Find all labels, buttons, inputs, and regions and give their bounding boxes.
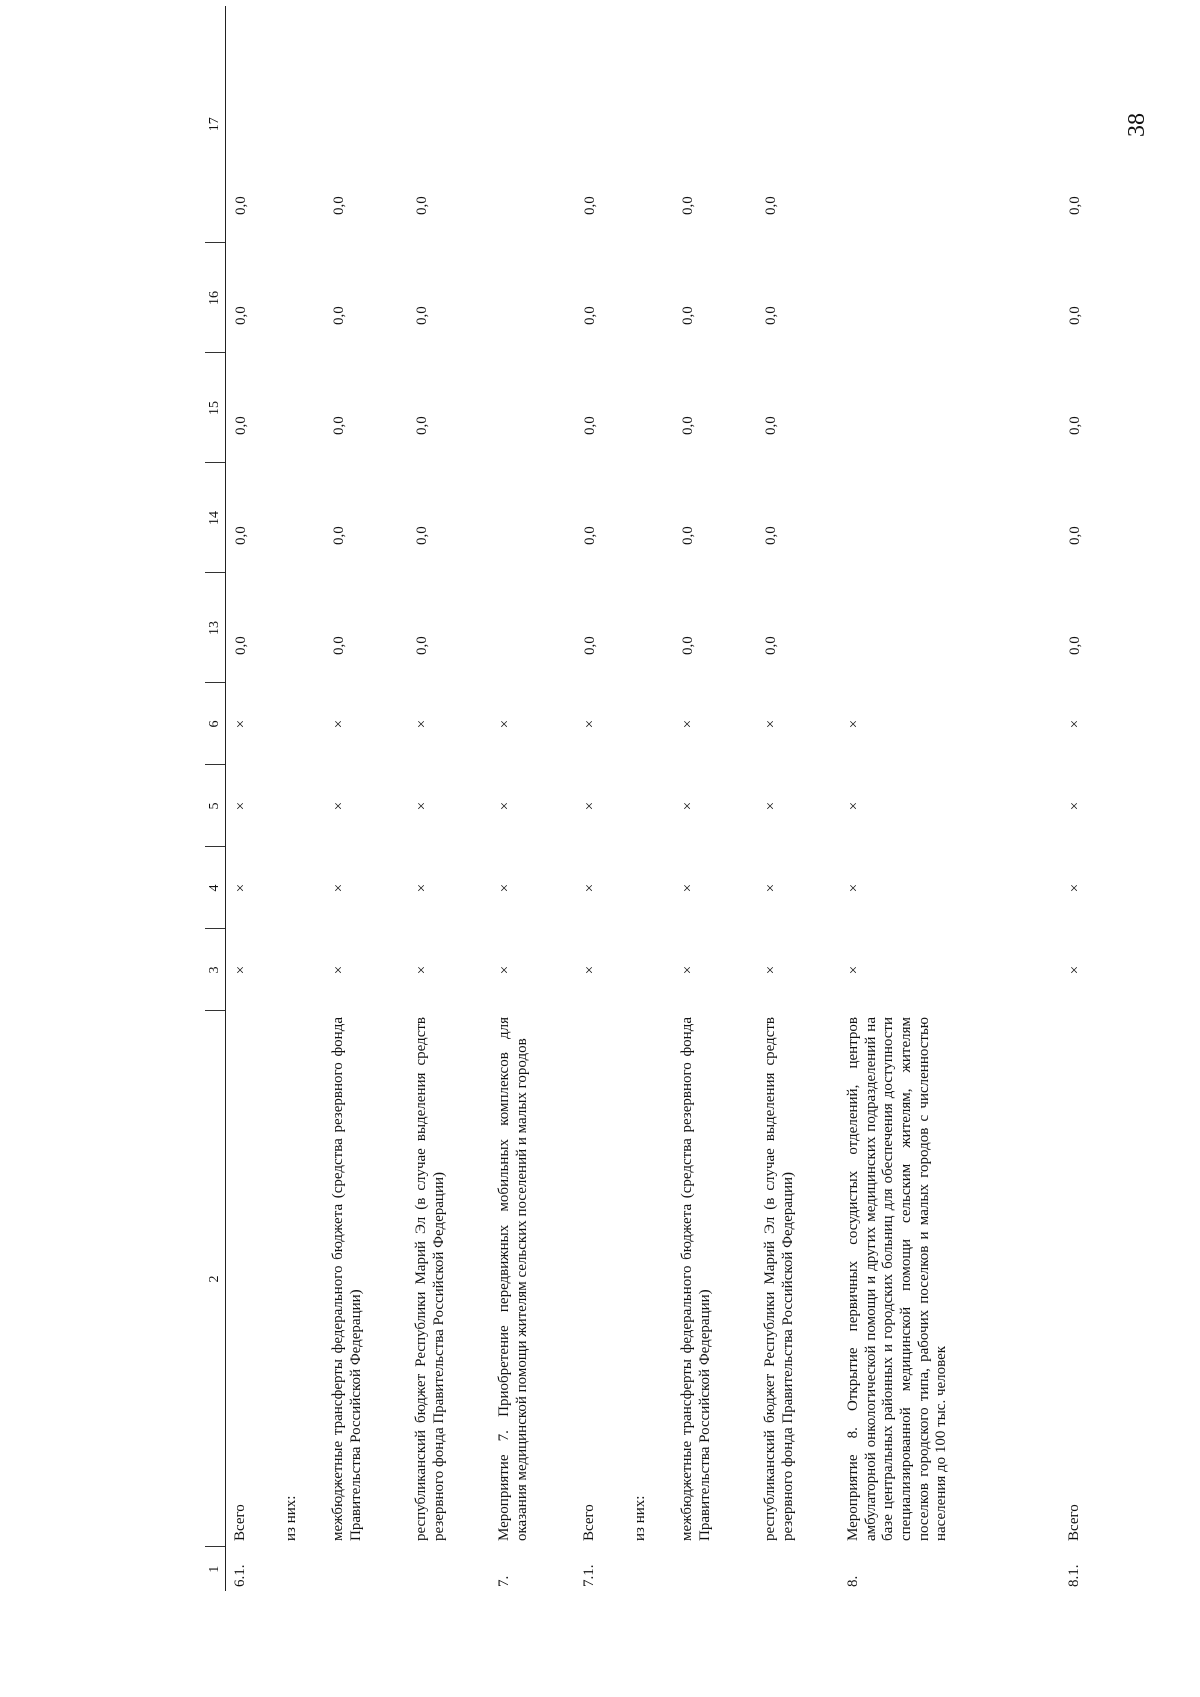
table-row xyxy=(756,6,839,1591)
header-cell: 15 xyxy=(205,353,226,463)
value-cell: 0,0 xyxy=(582,526,598,545)
table-header xyxy=(205,6,226,1591)
mark-cell: × xyxy=(1067,883,1083,893)
value-cell: 0,0 xyxy=(414,306,430,325)
header-cell: 5 xyxy=(205,765,226,847)
mark-cell xyxy=(626,683,673,765)
row-number xyxy=(407,1547,490,1591)
mark-cell: × xyxy=(582,883,598,893)
mark-cell: × xyxy=(1067,719,1083,729)
table-row xyxy=(839,6,1060,1591)
value-cell xyxy=(277,243,324,353)
value-cell: 0,0 xyxy=(680,196,696,215)
value-cell: 0,0 xyxy=(233,306,249,325)
mark-cell: × xyxy=(233,965,249,975)
value-cell: 0,0 xyxy=(233,196,249,215)
row-number xyxy=(626,1547,673,1591)
mark-cell: × xyxy=(846,965,862,975)
table-row xyxy=(407,6,490,1591)
row-description: Всего xyxy=(581,1504,597,1541)
value-cell: 0,0 xyxy=(1067,636,1083,655)
value-cell: 0,0 xyxy=(331,306,347,325)
value-cell: 0,0 xyxy=(414,196,430,215)
table-row xyxy=(277,6,324,1591)
value-cell: 0,0 xyxy=(331,526,347,545)
value-cell: 0,0 xyxy=(1067,196,1083,215)
row-number: 8. xyxy=(845,1575,861,1587)
mark-cell: × xyxy=(497,719,513,729)
value-cell: 0,0 xyxy=(1067,416,1083,435)
value-cell xyxy=(277,573,324,683)
row-number: 7. xyxy=(496,1575,512,1587)
mark-cell: × xyxy=(414,883,430,893)
row-number: 6.1. xyxy=(232,1564,248,1587)
row-description: Всего xyxy=(1066,1504,1082,1541)
mark-cell: × xyxy=(1067,965,1083,975)
value-cell xyxy=(277,463,324,573)
value-cell xyxy=(839,6,1060,243)
row-description: межбюджетные трансферты федерального бюджета (средства резервного фонда Правительства Российской Федерации) xyxy=(679,1017,713,1541)
row-number: 7.1. xyxy=(581,1564,597,1587)
rotated-table-block xyxy=(205,96,1083,1591)
value-cell xyxy=(626,353,673,463)
row-description: межбюджетные трансферты федерального бюджета (средства резервного фонда Правительства Российской Федерации) xyxy=(330,1017,364,1541)
value-cell: 0,0 xyxy=(763,196,779,215)
value-cell: 0,0 xyxy=(680,526,696,545)
row-description: Всего xyxy=(232,1504,248,1541)
header-cell: 17 xyxy=(205,6,226,243)
page-number: 38 xyxy=(1124,113,1150,137)
value-cell: 0,0 xyxy=(763,526,779,545)
mark-cell: × xyxy=(763,965,779,975)
table-row xyxy=(673,6,756,1591)
header-cell: 6 xyxy=(205,683,226,765)
mark-cell: × xyxy=(763,883,779,893)
value-cell: 0,0 xyxy=(582,196,598,215)
value-cell xyxy=(839,353,1060,463)
mark-cell xyxy=(277,765,324,847)
table-row xyxy=(324,6,407,1591)
header-cell: 2 xyxy=(205,1011,226,1547)
mark-cell xyxy=(626,847,673,929)
mark-cell xyxy=(277,683,324,765)
value-cell: 0,0 xyxy=(680,306,696,325)
value-cell xyxy=(277,353,324,463)
mark-cell: × xyxy=(497,801,513,811)
row-description: республиканский бюджет Республики Марий Эл (в случае выделения средств резервного фонда Правительства Российской Федерации) xyxy=(413,1017,447,1541)
mark-cell xyxy=(277,929,324,1011)
value-cell xyxy=(626,573,673,683)
value-cell: 0,0 xyxy=(582,306,598,325)
mark-cell: × xyxy=(233,719,249,729)
value-cell xyxy=(626,6,673,243)
mark-cell xyxy=(626,765,673,847)
value-cell: 0,0 xyxy=(414,526,430,545)
mark-cell: × xyxy=(846,719,862,729)
mark-cell: × xyxy=(414,719,430,729)
row-description: республиканский бюджет Республики Марий Эл (в случае выделения средств резервного фонда Правительства Российской Федерации) xyxy=(762,1017,796,1541)
value-cell: 0,0 xyxy=(680,416,696,435)
value-cell xyxy=(490,6,575,243)
value-cell: 0,0 xyxy=(582,636,598,655)
row-number: 8.1. xyxy=(1066,1564,1082,1587)
mark-cell: × xyxy=(331,801,347,811)
value-cell: 0,0 xyxy=(763,416,779,435)
header-cell: 13 xyxy=(205,573,226,683)
header-cell: 14 xyxy=(205,463,226,573)
value-cell: 0,0 xyxy=(233,526,249,545)
value-cell: 0,0 xyxy=(233,636,249,655)
value-cell xyxy=(839,463,1060,573)
row-number xyxy=(673,1547,756,1591)
value-cell: 0,0 xyxy=(414,416,430,435)
value-cell xyxy=(490,243,575,353)
mark-cell: × xyxy=(414,965,430,975)
row-number xyxy=(324,1547,407,1591)
mark-cell: × xyxy=(233,883,249,893)
value-cell: 0,0 xyxy=(331,636,347,655)
header-cell: 16 xyxy=(205,243,226,353)
value-cell: 0,0 xyxy=(763,306,779,325)
mark-cell: × xyxy=(680,801,696,811)
mark-cell xyxy=(626,929,673,1011)
row-description: из них: xyxy=(283,1495,299,1541)
value-cell: 0,0 xyxy=(680,636,696,655)
value-cell xyxy=(490,353,575,463)
value-cell xyxy=(277,6,324,243)
value-cell: 0,0 xyxy=(233,416,249,435)
value-cell xyxy=(626,463,673,573)
mark-cell: × xyxy=(680,883,696,893)
table-row xyxy=(575,6,626,1591)
mark-cell: × xyxy=(497,965,513,975)
value-cell xyxy=(839,573,1060,683)
mark-cell xyxy=(277,847,324,929)
mark-cell: × xyxy=(846,883,862,893)
row-number xyxy=(756,1547,839,1591)
mark-cell: × xyxy=(497,883,513,893)
row-number xyxy=(277,1547,324,1591)
table-row xyxy=(226,6,278,1591)
value-cell: 0,0 xyxy=(414,636,430,655)
value-cell xyxy=(490,573,575,683)
header-cell: 1 xyxy=(205,1547,226,1591)
mark-cell: × xyxy=(331,883,347,893)
table-row xyxy=(490,6,575,1591)
value-cell xyxy=(626,243,673,353)
value-cell: 0,0 xyxy=(763,636,779,655)
budget-table xyxy=(205,6,1107,1591)
value-cell: 0,0 xyxy=(331,196,347,215)
mark-cell: × xyxy=(680,965,696,975)
mark-cell: × xyxy=(233,801,249,811)
row-description: из них: xyxy=(632,1495,648,1541)
header-cell: 4 xyxy=(205,847,226,929)
mark-cell: × xyxy=(582,801,598,811)
mark-cell: × xyxy=(846,801,862,811)
mark-cell: × xyxy=(680,719,696,729)
mark-cell: × xyxy=(331,965,347,975)
header-cell: 3 xyxy=(205,929,226,1011)
mark-cell: × xyxy=(582,965,598,975)
row-description: Мероприятие 8. Открытие первичных сосудистых отделений, центров амбулаторной онкологической помощи и других медицинских подразделений на базе центральных районных и городских больниц для обеспечения доступности специализированной медицинской помощи сельским жителям, жителям поселков городского типа, рабочих поселков и малых городов с численностью населения до 100 тыс. человек xyxy=(845,1017,950,1541)
mark-cell: × xyxy=(763,801,779,811)
row-description: Мероприятие 7. Приобретение передвижных мобильных комплексов для оказания медицинской помощи жителям сельских поселений и малых городов xyxy=(496,1017,530,1541)
mark-cell: × xyxy=(414,801,430,811)
mark-cell: × xyxy=(582,719,598,729)
value-cell: 0,0 xyxy=(1067,526,1083,545)
table-row xyxy=(626,6,673,1591)
mark-cell: × xyxy=(331,719,347,729)
value-cell xyxy=(839,243,1060,353)
mark-cell: × xyxy=(1067,801,1083,811)
value-cell: 0,0 xyxy=(331,416,347,435)
table-row xyxy=(1060,6,1107,1591)
value-cell xyxy=(490,463,575,573)
value-cell: 0,0 xyxy=(582,416,598,435)
mark-cell: × xyxy=(763,719,779,729)
value-cell: 0,0 xyxy=(1067,306,1083,325)
